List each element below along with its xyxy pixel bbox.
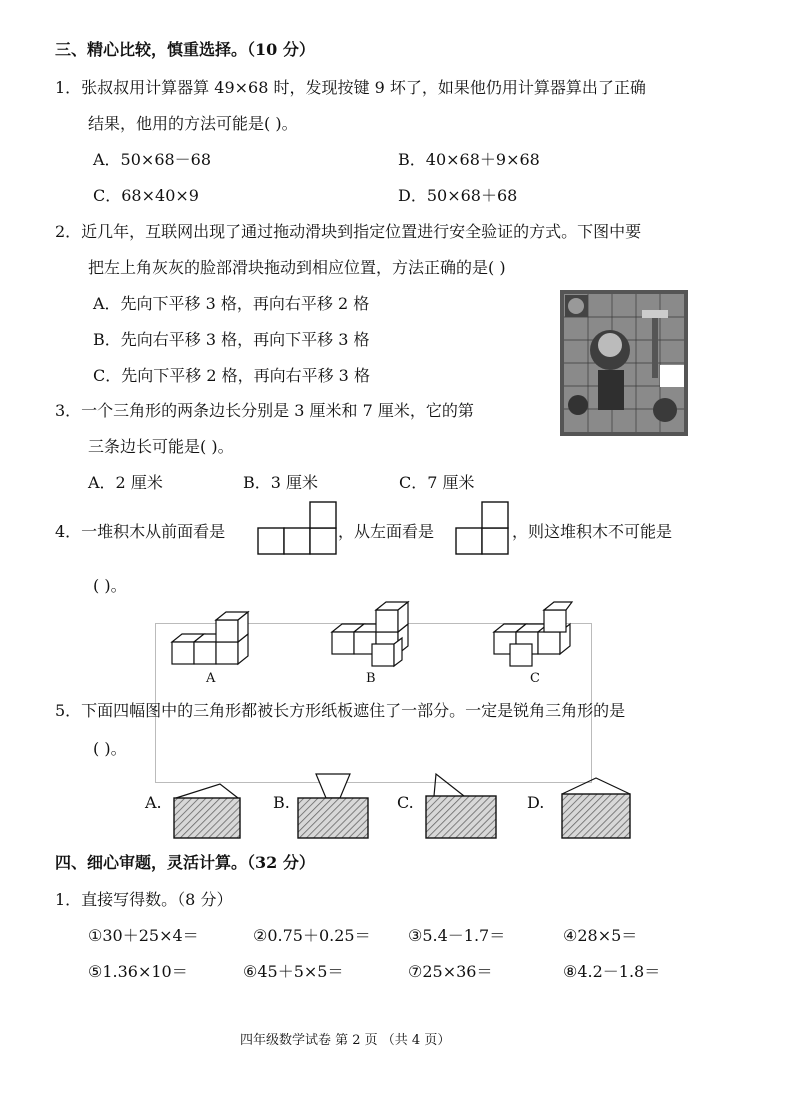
calc-item-8: ⑧4.2－1.8＝: [563, 962, 661, 981]
calc-item-4: ④28×5＝: [563, 926, 638, 945]
calc-item-7: ⑦25×36＝: [408, 962, 493, 981]
triangle-option-d: [560, 774, 632, 840]
section3-title: 三、精心比较，慎重选择。（10 分）: [55, 40, 315, 59]
q3-option-a: A．2 厘米: [88, 473, 163, 492]
q4-part2: ，从左面看是: [338, 522, 435, 541]
section4-title: 四、细心审题，灵活计算。（32 分）: [55, 853, 315, 872]
blocks-label-c: C: [530, 671, 540, 686]
q1-line2: 结果，他用的方法可能是( )。: [88, 114, 298, 133]
q4-line2: ( )。: [93, 576, 127, 595]
slider-puzzle-picture: [560, 290, 688, 436]
calc-item-6: ⑥45＋5×5＝: [243, 962, 344, 981]
q5-label-d: D.: [527, 793, 545, 812]
blocks-option-b: [330, 602, 412, 668]
page-footer: 四年级数学试卷 第 2 页 （共 4 页）: [240, 1033, 451, 1048]
q1-option-a: A．50×68－68: [93, 150, 212, 169]
q4-part3: ，则这堆积木不可能是: [512, 522, 673, 541]
triangle-option-c: [424, 770, 498, 840]
q1-line1: 1．张叔叔用计算器算 49×68 时，发现按键 9 坏了，如果他仍用计算器算出了正确: [55, 78, 646, 97]
calc-item-5: ⑤1.36×10＝: [88, 962, 188, 981]
q3-option-c: C．7 厘米: [399, 473, 475, 492]
q2-line1: 2．近几年，互联网出现了通过拖动滑块到指定位置进行安全验证的方式。下图中要: [55, 222, 642, 241]
section4-sub1: 1．直接写得数。（8 分）: [55, 890, 233, 909]
blocks-label-b: B: [366, 671, 376, 686]
q3-line1: 3．一个三角形的两条边长分别是 3 厘米和 7 厘米，它的第: [55, 401, 474, 420]
q1-option-c: C．68×40×9: [93, 186, 199, 205]
q1-option-d: D．50×68＋68: [398, 186, 518, 205]
front-view-figure: [258, 502, 336, 554]
blocks-label-a: A: [206, 671, 216, 686]
calc-item-3: ③5.4－1.7＝: [408, 926, 506, 945]
q4-part1: 4．一堆积木从前面看是: [55, 522, 226, 541]
blocks-option-a: [170, 612, 252, 668]
q3-line2: 三条边长可能是( )。: [88, 437, 234, 456]
q3-option-b: B．3 厘米: [243, 473, 319, 492]
q2-option-c: C．先向下平移 2 格，再向右平移 3 格: [93, 366, 370, 385]
q2-line2: 把左上角灰灰的脸部滑块拖动到相应位置，方法正确的是( ): [88, 258, 506, 277]
q5-label-b: B.: [273, 793, 290, 812]
q5-line2: ( )。: [93, 739, 127, 758]
calc-item-1: ①30＋25×4＝: [88, 926, 199, 945]
q1-option-b: B．40×68＋9×68: [398, 150, 540, 169]
left-view-figure: [456, 502, 508, 554]
q5-label-a: A.: [145, 793, 162, 812]
blocks-option-c: [492, 602, 574, 668]
calc-item-2: ②0.75＋0.25＝: [253, 926, 371, 945]
q2-option-a: A．先向下平移 3 格，再向右平移 2 格: [93, 294, 370, 313]
triangle-option-b: [296, 770, 370, 840]
triangle-option-a: [172, 782, 242, 840]
q2-option-b: B．先向右平移 3 格，再向下平移 3 格: [93, 330, 370, 349]
q5-label-c: C.: [397, 793, 414, 812]
q5-line1: 5．下面四幅图中的三角形都被长方形纸板遮住了一部分。一定是锐角三角形的是: [55, 701, 626, 720]
